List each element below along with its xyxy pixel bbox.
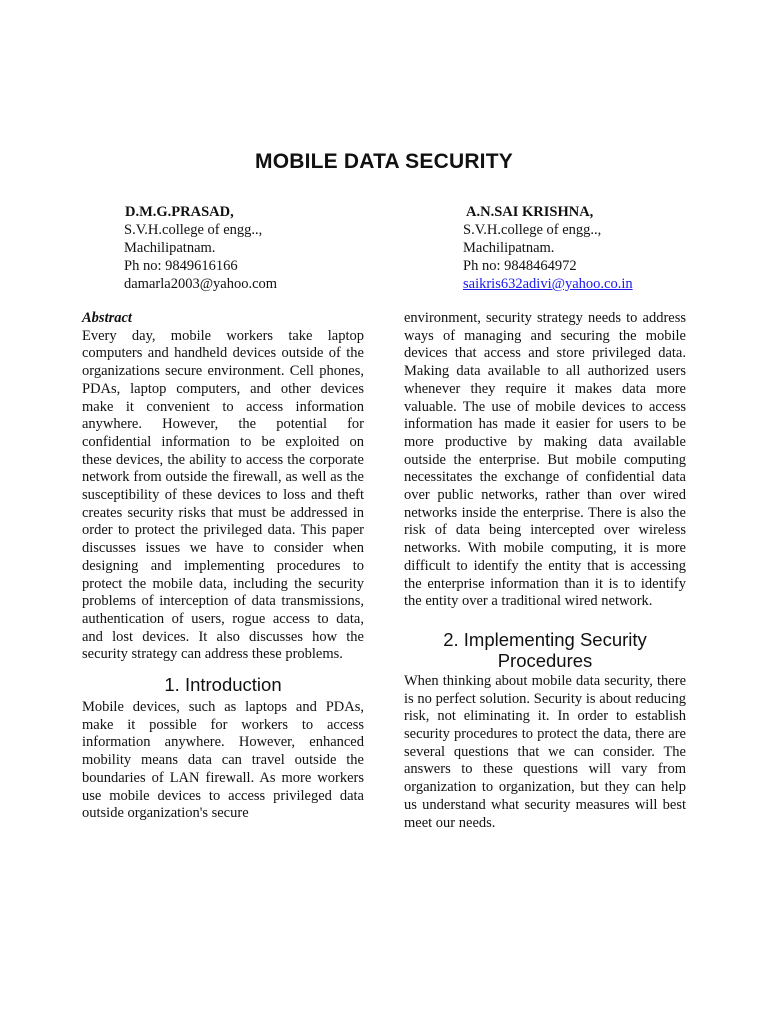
heading-line-1: 2. Implementing Security [443,628,647,650]
author-block-1 [124,203,277,293]
author-phone: Ph no: 9849616166 [124,258,238,274]
author-name: A.N.SAI KRISHNA, [466,204,594,220]
left-column [82,310,364,823]
implementing-security-heading [404,629,686,671]
introduction-continued-text: environment, security strategy needs to address ways of managing and securing the mobile devices that access and store privileged data. Making data available to all authorized users whenever they require it makes data more valuable. The use of mobile devices to access information has made it easier for users to be more productive by making data available outside the enterprise. But mobile computing necessitates the exchange of confidential data over public networks, rather than over wired networks inside the enterprise. There is also the risk of data being intercepted over wireless networks. With mobile computing, it is more difficult to identify the entity that is accessing the enterprise information than it is to identify the entity over a traditional wired network. [404,310,686,610]
right-column [404,310,686,832]
abstract-text: Every day, mobile workers take laptop computers and handheld devices outside of the organizations secure environment. Cell phones, PDAs, laptop computers, and other devices make it convenient to access information anywhere. However, the potential for confidential information to be exploited on these devices, the ability to access the corporate network from outside the firewall, as well as the susceptibility of these devices to loss and theft creates security risks that must be addressed in order to protect the privileged data. This paper discusses issues we have to consider when designing and implementing procedures to protect the mobile data, including the security problems of interception of data transmissions, authentication of users, rogue access to data, and lost devices. It also discusses how the security strategy can address these problems. [82,327,364,663]
implementing-security-text: When thinking about mobile data security, there is no perfect solution. Security is about reducing risk, not eliminating it. In order to establish security procedures to protect the data, there are several questions that we can consider. The answers to these questions will vary from organization to organization, but they can help us understand what security measures will best meet our needs. [404,672,686,831]
author-city: Machilipatnam. [124,240,216,256]
author-phone: Ph no: 9848464972 [463,258,577,274]
author-college: S.V.H.college of engg.., [124,222,263,238]
abstract-heading: Abstract [82,310,132,326]
author-email-link[interactable]: saikris632adivi@yahoo.co.in [463,276,633,292]
heading-line-2: Procedures [497,649,593,671]
author-college: S.V.H.college of engg.., [463,222,602,238]
paper-title: MOBILE DATA SECURITY [255,150,513,173]
author-city: Machilipatnam. [463,240,555,256]
author-email: damarla2003@yahoo.com [124,276,278,292]
author-block-2 [463,203,633,293]
author-name: D.M.G.PRASAD, [125,204,234,220]
introduction-text: Mobile devices, such as laptops and PDAs, make it possible for workers to access information anywhere. However, enhanced mobility means data can travel outside the boundaries of LAN firewall. As more workers use mobile devices to access privileged data outside organization's secure [82,699,364,822]
introduction-heading: 1. Introduction [164,674,282,696]
